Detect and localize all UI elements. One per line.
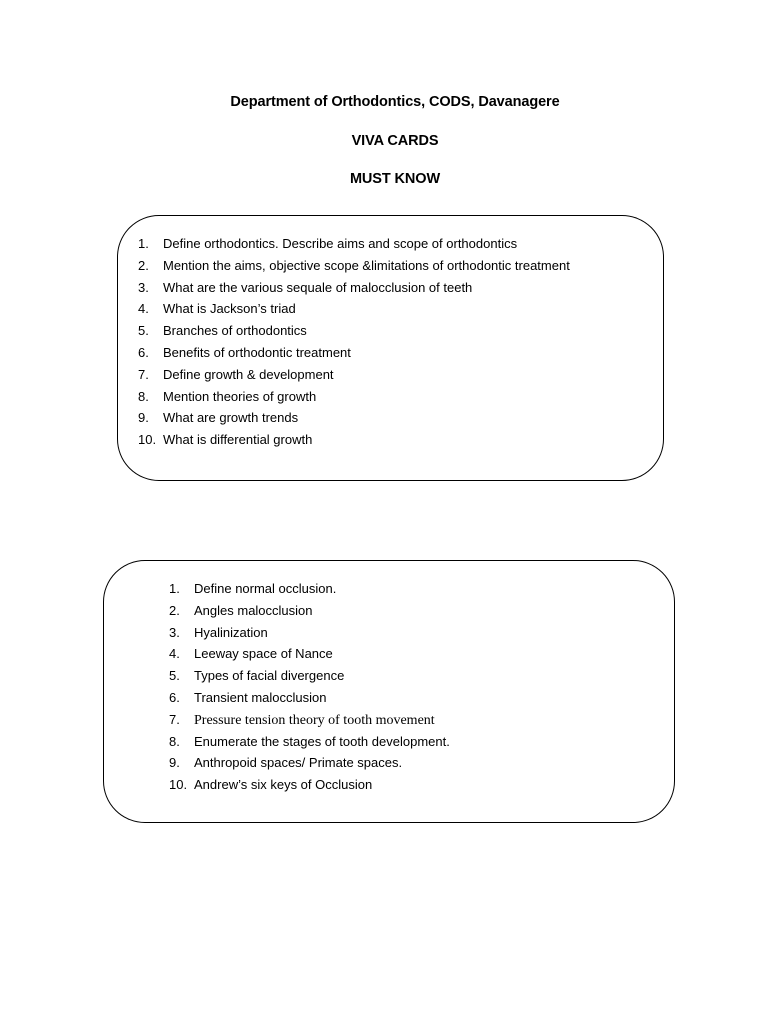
question-number: 7.	[138, 366, 149, 382]
department-heading: Department of Orthodontics, CODS, Davanagere	[230, 94, 560, 110]
question-number: 5.	[169, 668, 180, 684]
question-item	[169, 752, 450, 774]
question-text: What is differential growth	[163, 432, 313, 448]
question-text: What is Jackson’s triad	[163, 301, 296, 317]
question-item	[169, 578, 450, 600]
question-item	[138, 255, 570, 277]
question-text: Angles malocclusion	[194, 602, 313, 618]
question-item	[169, 622, 450, 644]
question-text: Mention the aims, objective scope &limitations of orthodontic treatment	[163, 257, 570, 273]
question-item	[138, 233, 570, 255]
question-text: What are growth trends	[163, 410, 299, 426]
question-text: Enumerate the stages of tooth development.	[194, 733, 450, 749]
question-item	[169, 687, 450, 709]
question-text: Andrew’s six keys of Occlusion	[194, 777, 373, 793]
question-number: 1.	[138, 236, 149, 251]
question-number: 1.	[169, 581, 180, 596]
question-number: 7.	[169, 711, 180, 727]
question-number: 2.	[169, 602, 180, 618]
question-item	[138, 429, 570, 451]
question-item	[169, 600, 450, 622]
question-text: Pressure tension theory of tooth movement	[194, 712, 435, 728]
question-item	[169, 774, 450, 796]
question-number: 6.	[169, 689, 180, 705]
question-item	[138, 277, 570, 299]
question-text: Branches of orthodontics	[163, 323, 307, 339]
question-item	[169, 643, 450, 665]
viva-cards-title: VIVA CARDS	[351, 133, 439, 149]
question-item	[169, 731, 450, 753]
question-number: 3.	[138, 279, 149, 295]
question-text: Define orthodontics. Describe aims and scope of orthodontics	[163, 236, 518, 251]
question-item	[138, 386, 570, 408]
question-number: 8.	[138, 388, 149, 404]
question-item	[138, 320, 570, 342]
question-item	[169, 709, 450, 731]
viva-card-2	[103, 560, 675, 823]
question-number: 2.	[138, 257, 149, 273]
question-text: Leeway space of Nance	[194, 646, 333, 662]
question-item	[138, 407, 570, 429]
question-text: Define normal occlusion.	[194, 581, 337, 596]
question-item	[138, 364, 570, 386]
must-know-subtitle: MUST KNOW	[349, 171, 441, 187]
question-text: Define growth & development	[163, 366, 334, 382]
question-text: Benefits of orthodontic treatment	[163, 344, 351, 360]
question-number: 4.	[138, 301, 149, 317]
question-item	[138, 298, 570, 320]
question-number: 5.	[138, 323, 149, 339]
question-number: 9.	[138, 410, 149, 426]
question-text: Types of facial divergence	[194, 668, 345, 684]
question-list-2	[169, 578, 450, 796]
question-text: What are the various sequale of malocclusion of teeth	[163, 279, 473, 295]
question-number: 4.	[169, 646, 180, 662]
question-number: 9.	[169, 755, 180, 771]
question-text: Hyalinization	[194, 624, 268, 640]
question-number: 6.	[138, 344, 149, 360]
question-list-1	[138, 233, 570, 451]
question-number: 10.	[169, 777, 188, 793]
question-item	[138, 342, 570, 364]
question-number: 3.	[169, 624, 180, 640]
question-number: 10.	[138, 432, 157, 448]
question-number: 8.	[169, 733, 180, 749]
question-text: Anthropoid spaces/ Primate spaces.	[194, 755, 403, 771]
question-text: Mention theories of growth	[163, 388, 317, 404]
question-item	[169, 665, 450, 687]
viva-card-1	[117, 215, 664, 481]
question-text: Transient malocclusion	[194, 689, 327, 705]
